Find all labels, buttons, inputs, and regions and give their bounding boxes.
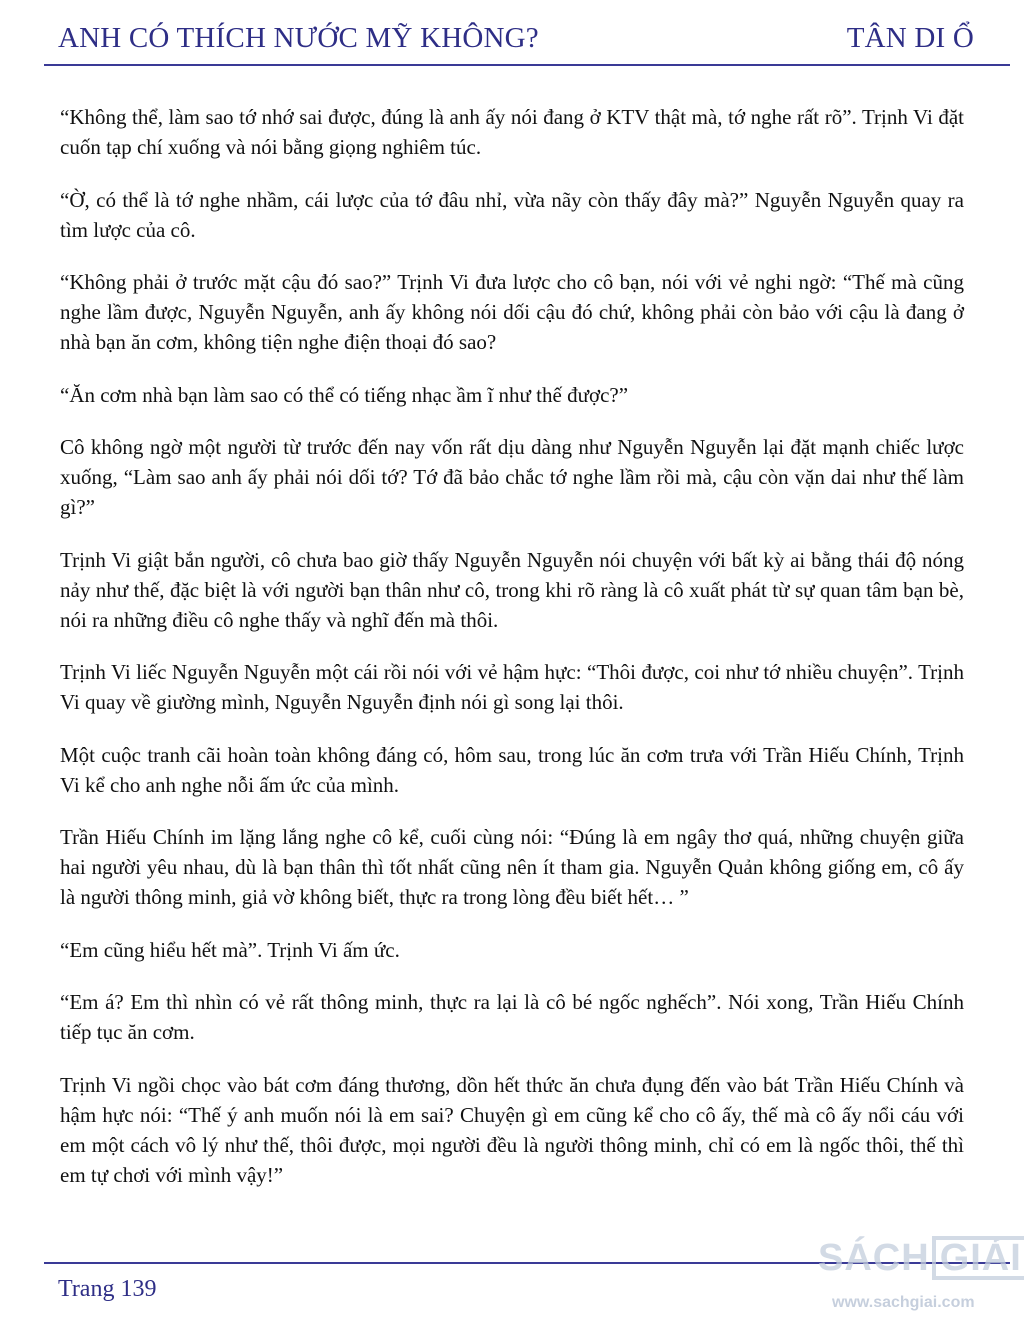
- watermark-logo: [818, 1230, 1022, 1325]
- watermark-url: www.sachgiai.com: [832, 1294, 975, 1311]
- paragraph: Trần Hiếu Chính im lặng lắng nghe cô kể, cuối cùng nói: “Đúng là em ngây thơ quá, những chuyện giữa hai người yêu nhau, dù là bạn thân thì tốt nhất cũng nên ít tham gia. Nguyễn Quản không giống em, cô ấy là người thông minh, giả vờ không biết, thực ra trong lòng đều biết hết… ”: [60, 825, 964, 909]
- page-number: Trang 139: [58, 1276, 157, 1302]
- page-header: [58, 22, 974, 62]
- watermark-word: SÁCH: [818, 1237, 930, 1279]
- paragraph: Trịnh Vi ngồi chọc vào bát cơm đáng thương, dồn hết thức ăn chưa đụng đến vào bát Trần Hiếu Chính và hậm hực nói: “Thế ý anh muốn nói là em sai? Chuyện gì em cũng kể cho cô ấy, thế mà cô ấy nổi cáu với em một cách vô lý như thế, thôi được, mọi người đều là người thông minh, chỉ có em là ngốc thôi, thế thì em tự chơi với mình vậy!”: [60, 1072, 964, 1187]
- page-body: [60, 102, 964, 1212]
- paragraph: “Em á? Em thì nhìn có vẻ rất thông minh, thực ra lại là cô bé ngốc nghếch”. Nói xong, Trần Hiếu Chính tiếp tục ăn cơm.: [60, 990, 964, 1044]
- watermark-boxed-word: GIẢI: [932, 1236, 1024, 1280]
- paragraph: “Ờ, có thể là tớ nghe nhầm, cái lược của tớ đâu nhỉ, vừa nãy còn thấy đây mà?” Nguyễn Nguyễn quay ra tìm lược của cô.: [60, 187, 964, 242]
- author-name: TÂN DI Ổ: [846, 22, 974, 54]
- paragraph: “Em cũng hiểu hết mà”. Trịnh Vi ấm ức.: [60, 937, 400, 962]
- watermark-wordmark: [818, 1236, 1024, 1280]
- paragraph: Trịnh Vi giật bắn người, cô chưa bao giờ thấy Nguyễn Nguyễn nói chuyện với bất kỳ ai bằng thái độ nóng nảy như thế, đặc biệt là với người bạn thân như cô, trong khi rõ ràng là cô xuất phát từ sự quan tâm bạn bè, nói ra những điều cô nghe thấy và nghĩ đến mà thôi.: [60, 547, 964, 632]
- paragraph: “Không phải ở trước mặt cậu đó sao?” Trịnh Vi đưa lược cho cô bạn, nói với vẻ nghi ngờ: “Thế mà cũng nghe lầm được, Nguyễn Nguyễn, anh ấy không nói dối cậu đó chứ, không phải còn bảo với cậu là đang ở nhà bạn ăn cơm, không tiện nghe điện thoại đó sao?: [60, 270, 964, 354]
- paragraph: Trịnh Vi liếc Nguyễn Nguyễn một cái rồi nói với vẻ hậm hực: “Thôi được, coi như tớ nhiều chuyện”. Trịnh Vi quay về giường mình, Nguyễn Nguyễn định nói gì song lại thôi.: [60, 660, 964, 714]
- header-divider: [44, 64, 1010, 66]
- paragraph: “Không thể, làm sao tớ nhớ sai được, đúng là anh ấy nói đang ở KTV thật mà, tớ nghe rất rõ”. Trịnh Vi đặt cuốn tạp chí xuống và nói bằng giọng nghiêm túc.: [60, 105, 964, 159]
- paragraph: Cô không ngờ một người từ trước đến nay vốn rất dịu dàng như Nguyễn Nguyễn lại đặt mạnh chiếc lược xuống, “Làm sao anh ấy phải nói dối tớ? Tớ đã bảo chắc tớ nghe lầm rồi mà, cậu còn vặn dai như thế làm gì?”: [60, 435, 964, 519]
- book-title: ANH CÓ THÍCH NƯỚC MỸ KHÔNG?: [58, 22, 539, 54]
- paragraph: Một cuộc tranh cãi hoàn toàn không đáng có, hôm sau, trong lúc ăn cơm trưa với Trần Hiếu Chính, Trịnh Vi kể cho anh nghe nỗi ấm ức của mình.: [60, 742, 964, 797]
- paragraph: “Ăn cơm nhà bạn làm sao có thể có tiếng nhạc ầm ĩ như thế được?”: [60, 382, 629, 407]
